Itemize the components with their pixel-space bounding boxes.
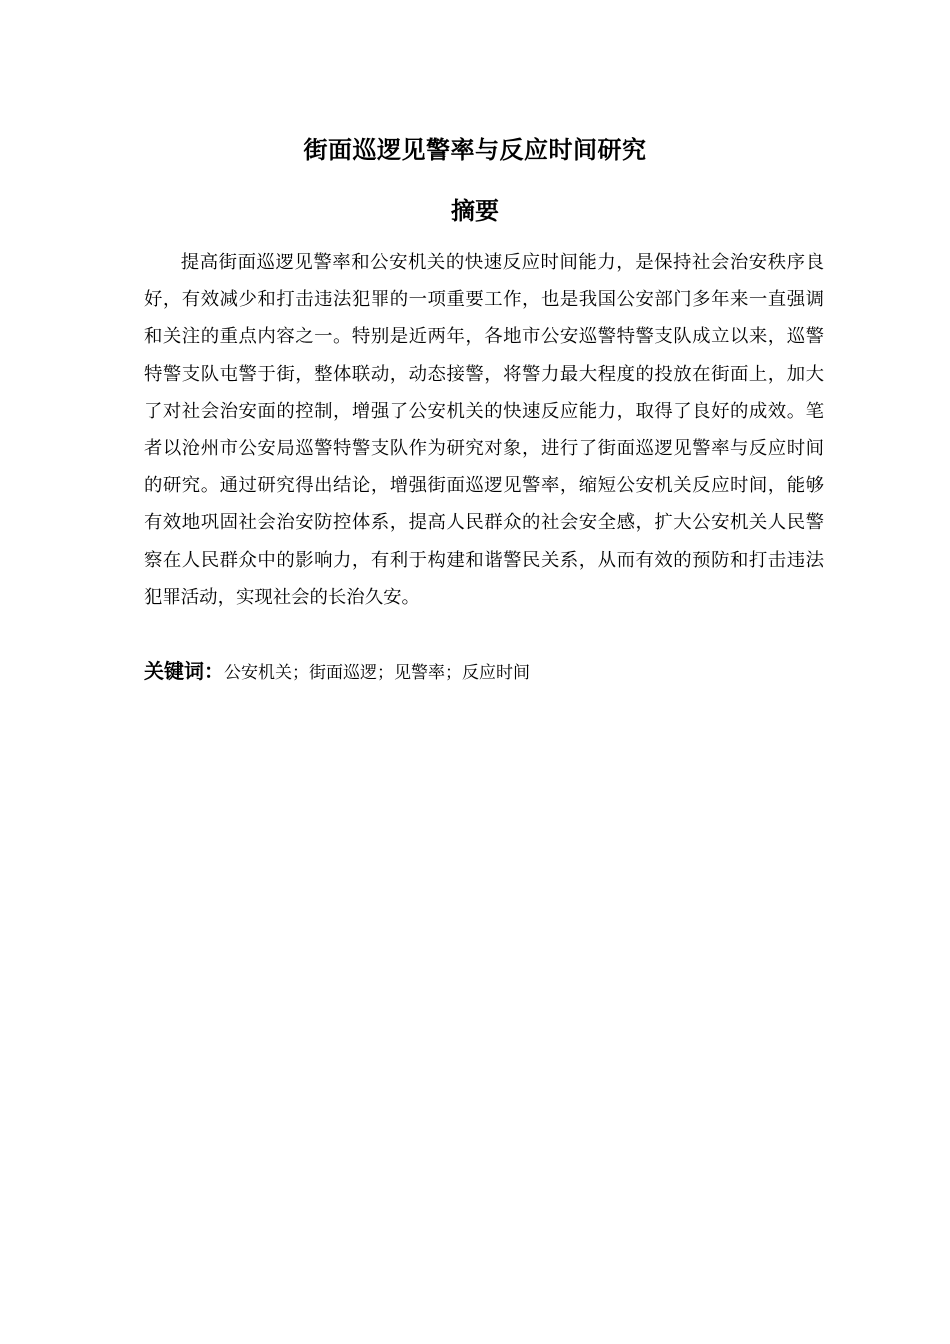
- abstract-heading: 摘要: [451, 197, 499, 225]
- keywords-label: 关键词：: [144, 659, 224, 683]
- abstract-paragraph: 提高街面巡逻见警率和公安机关的快速反应时间能力，是保持社会治安秩序良好，有效减少和打击违法犯罪的一项重要工作，也是我国公安部门多年来一直强调和关注的重点内容之一。特别是近两年，各地市公安巡警特警支队成立以来，巡警特警支队屯警于街，整体联动，动态接警，将警力最大程度的投放在街面上，加大了对社会治安面的控制，增强了公安机关的快速反应能力，取得了良好的成效。笔者以沧州市公安局巡警特警支队作为研究对象，进行了街面巡逻见警率与反应时间的研究。通过研究得出结论，增强街面巡逻见警率，缩短公安机关反应时间，能够有效地巩固社会治安防控体系，提高人民群众的社会安全感，扩大公安机关人民警察在人民群众中的影响力，有利于构建和谐警民关系，从而有效的预防和打击违法犯罪活动，实现社会的长治久安。: [144, 252, 824, 608]
- keywords-text: 公安机关；街面巡逻；见警率；反应时间: [224, 663, 530, 683]
- keywords-line: [144, 653, 824, 691]
- document-title: 街面巡逻见警率与反应时间研究: [303, 136, 647, 164]
